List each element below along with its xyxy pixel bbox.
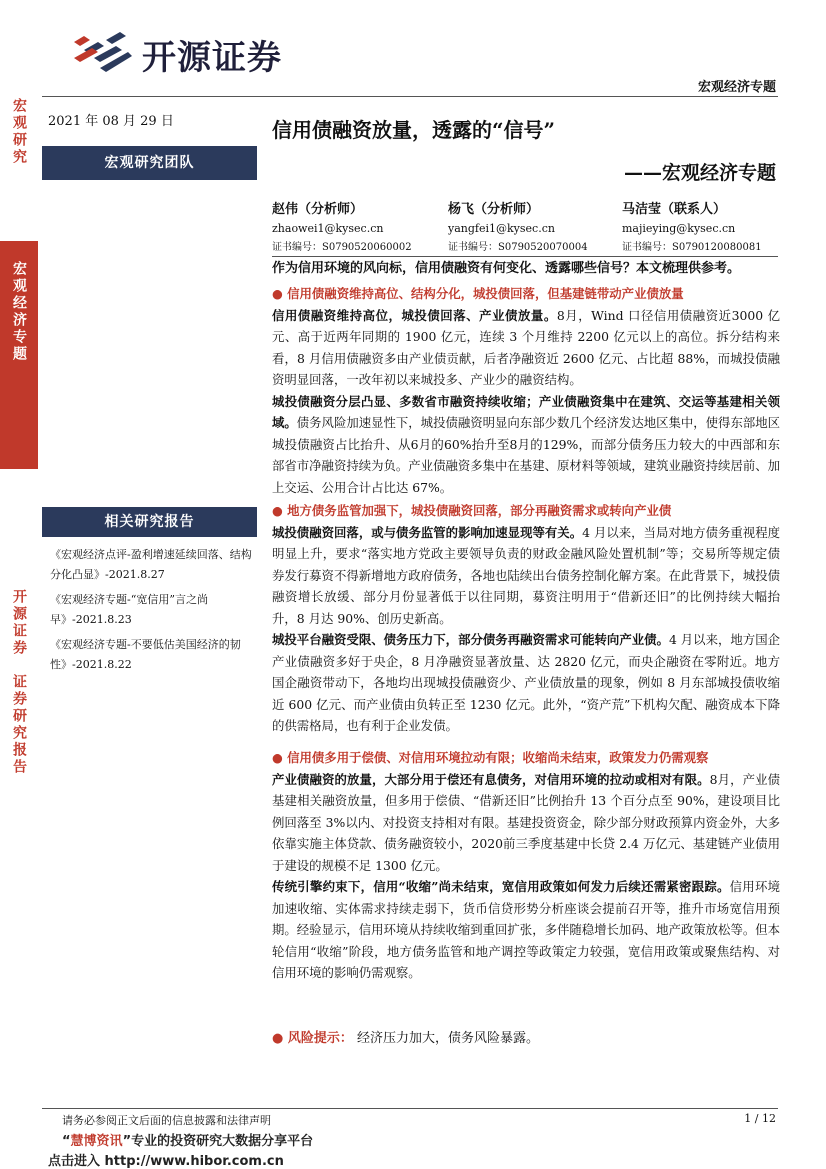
watermark-banner: “慧博资讯”专业的投资研究大数据分享平台 [62, 1134, 314, 1149]
section-paragraph: 城投债融资回落，或与债务监管的影响加速显现等有关。4 月以来，当局对地方债务重视程度明显上升，要求“落实地方党政主要领导负责的财政金融风险处置机制”等；交易所等规定债券发行募资不得新增地方政府债务，各地也陆续出台债务控制化解方案。在此背景下，城投债融资增长放缓、部分月份显著低于以往同期，募资注明用于“借新还旧”的比例持续大幅抬升，8 月达 90%、创历史新高。 [272, 524, 781, 626]
side-strip-top: 宏观研究 [0, 96, 38, 241]
risk-text: 经济压力加大，债务风险暴露。 [357, 1031, 540, 1046]
author-email[interactable]: zhaowei1@kysec.cn [272, 222, 384, 235]
logo-mark-icon [70, 28, 132, 72]
related-reports-title: 相关研究报告 [42, 507, 257, 537]
section-heading: ● 信用债多用于偿债、对信用环境拉动有限；收缩尚未结束，政策发力仍需观察 [272, 750, 709, 765]
author-email[interactable]: yangfei1@kysec.cn [448, 222, 555, 235]
section-paragraph: 传统引擎约束下，信用“收缩”尚未结束，宽信用政策如何发力后续还需紧密跟踪。信用环境加速收缩、实体需求持续走弱下，货币信贷形势分析座谈会提前召开等，推升市场宽信用预期。经验显示，信用环境从持续收缩到重回扩张，多伴随稳增长加码、地产政策放松等。但本轮信用“收缩”阶段，地方债务监管和地产调控等政策定力较强，宽信用政策或聚焦结构、对信用环境的影响仍需观察。 [272, 879, 781, 980]
team-label: 宏观研究团队 [42, 146, 257, 180]
author-email[interactable]: majieying@kysec.cn [622, 222, 736, 235]
footer-disclaimer: 请务必参阅正文后面的信息披露和法律声明 [62, 1114, 271, 1127]
watermark-link[interactable]: 点击进入 http://www.hibor.com.cn [48, 1154, 284, 1169]
bullet-icon: ● [272, 750, 288, 765]
side-strip-middle: 宏观经济专题 [0, 241, 38, 469]
related-reports-list [50, 545, 260, 680]
author: 马洁莹（联系人） majieying@kysec.cn 证书编号：S0790120080081 [622, 202, 762, 253]
related-report-item[interactable]: 《宏观经济专题-“宽信用”言之尚早》-2021.8.23 [50, 593, 208, 626]
footer-divider [42, 1108, 778, 1109]
header-tag: 宏观经济专题 [697, 80, 776, 95]
page-subtitle: ——宏观经济专题 [623, 162, 776, 184]
author: 杨飞（分析师） yangfei1@kysec.cn 证书编号：S0790520070004 [448, 202, 588, 253]
section-2 [272, 500, 780, 737]
header-divider [42, 96, 778, 97]
bullet-icon: ● [272, 503, 288, 518]
intro-text: 作为信用环境的风向标，信用债融资有何变化、透露哪些信号？本文梳理供参考。 [272, 261, 741, 276]
page-title: 信用债融资放量，透露的“信号” [272, 118, 556, 142]
risk-warning [272, 1027, 539, 1046]
bullet-icon: ● [272, 1031, 288, 1046]
related-report-item[interactable]: 《宏观经济点评-盈利增速延续回落、结构分化凸显》-2021.8.27 [50, 548, 252, 581]
section-heading: ● 地方债务监管加强下，城投债融资回落，部分再融资需求或转向产业债 [272, 503, 672, 518]
page-number: 1 / 12 [744, 1112, 776, 1125]
related-report-item[interactable]: 《宏观经济专题-不要低估美国经济的韧性》-2021.8.22 [50, 638, 241, 671]
risk-label: 风险提示： [287, 1031, 353, 1046]
side-strip-bottom: 开源证券 证券研究报告 [0, 469, 38, 789]
section-paragraph: 信用债融资维持高位，城投债回落、产业债放量。8月，Wind 口径信用债融资近3000 亿元、高于近两年同期的 1900 亿元，连续 3 个月维持 2200 亿元以上的高位。拆分结构来看，8 月信用债融资多由产业债贡献，后者净融资近 2600 亿元、占比超 88%，而城投债融资明显回落，一改年初以来城投多、产业少的融资结构。 [272, 307, 781, 387]
brand-name: 开源证券 [142, 38, 282, 78]
section-3 [272, 747, 780, 984]
section-heading: ● 信用债融资维持高位、结构分化，城投债回落，但基建链带动产业债放量 [272, 286, 684, 301]
section-1 [272, 283, 780, 498]
bullet-icon: ● [272, 286, 288, 301]
report-date: 2021 年 08 月 29 日 [48, 114, 174, 129]
brand-logo [70, 24, 320, 76]
section-paragraph: 城投平台融资受限、债务压力下，部分债务再融资需求可能转向产业债。4 月以来，地方国企产业债融资多好于央企，8 月净融资显著放量、达 2820 亿元，而央企融资在零附近。地方国企融资带动下，各地均出现城投债融资少、产业债放量的现象，例如 8 月东部城投债收缩近 600 亿元、而产业债由负转正至 1230 亿元。此外，“资产荒”下机构欠配、融资成本下降的供需格局，也有利于企业发债。 [272, 632, 780, 733]
section-paragraph: 城投债融资分层凸显、多数省市融资持续收缩；产业债融资集中在建筑、交运等基建相关领域。债务风险加速显性下，城投债融资明显向东部少数几个经济发达地区集中，使得东部地区城投债融资占比抬升、从6月的60%抬升至8月的129%，而部分债务压力较大的中西部和东部省市净融资持续为负。产业债融资多集中在基建、原材料等领域，建筑业融资持续居前、加上交运、公用合计占比达 67%。 [272, 393, 781, 495]
authors-divider [272, 256, 778, 257]
section-paragraph: 产业债融资的放量，大部分用于偿还有息债务，对信用环境的拉动或相对有限。8月，产业债基建相关融资放量，但多用于偿债、“借新还旧”比例抬升 13 个百分点至 90%，建设项目比例回落至 3%以内、对投资支持相对有限。基建投资资金，除少部分财政预算内资金外，大多依靠实施主体贷款、债务融资较小，2020前三季度基建中长贷 2.4 万亿元、基建链产业债用于建设的规模不足 1300 亿元。 [272, 771, 781, 873]
author: 赵伟（分析师） zhaowei1@kysec.cn 证书编号：S0790520060002 [272, 202, 412, 253]
